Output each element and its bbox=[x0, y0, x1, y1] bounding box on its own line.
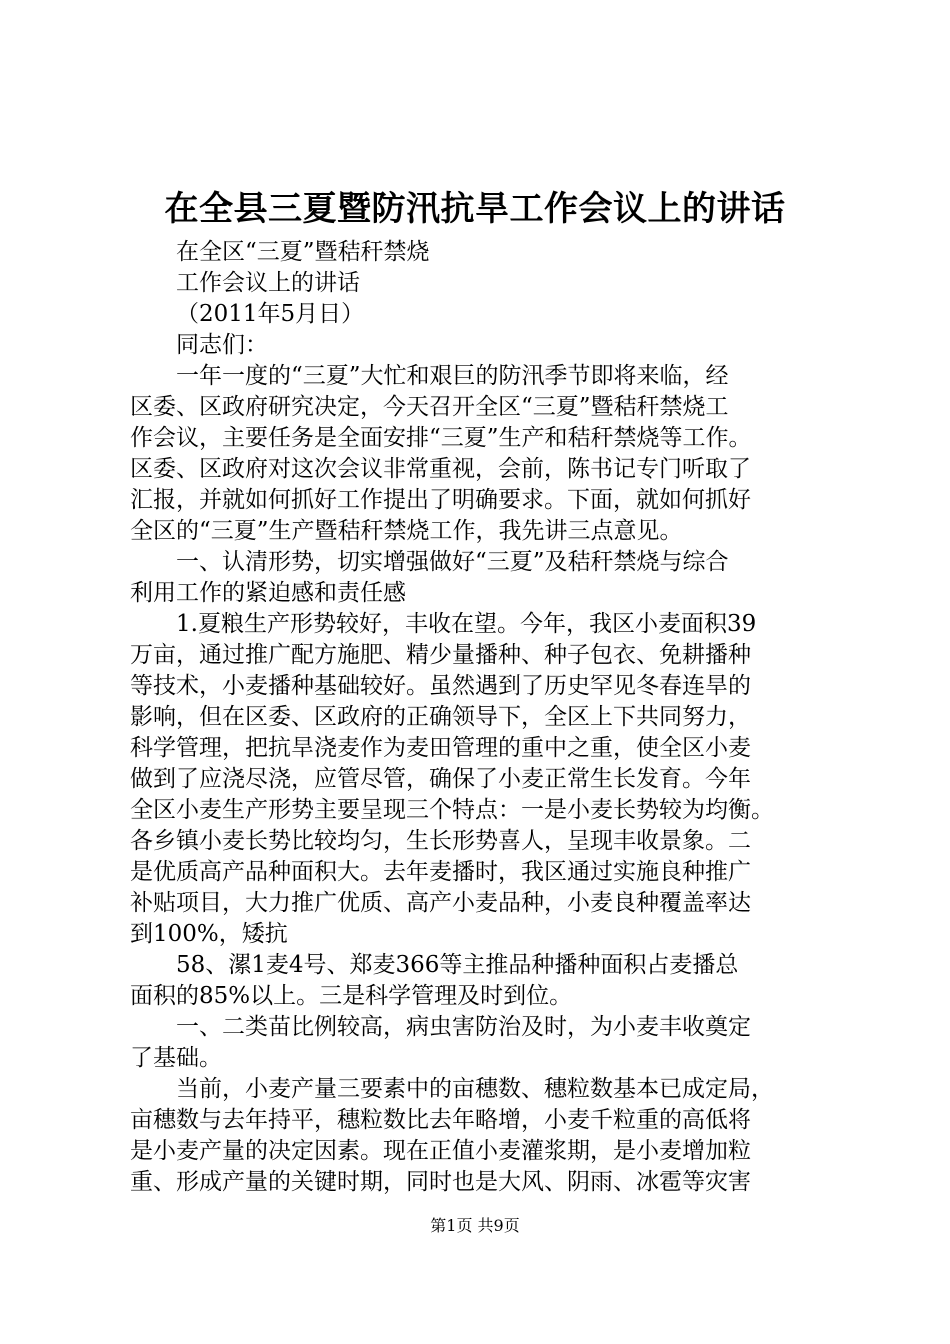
body-line: 等技术，小麦播种基础较好。虽然遇到了历史罕见冬春连旱的 bbox=[130, 673, 751, 699]
body-line: 全区小麦生产形势主要呈现三个特点：一是小麦长势较为均衡。 bbox=[130, 797, 774, 823]
body-line: 区委、区政府对这次会议非常重视，会前，陈书记专门听取了 bbox=[130, 456, 751, 482]
body-line: 了基础。 bbox=[130, 1045, 222, 1071]
document-title: 在全县三夏暨防汛抗旱工作会议上的讲话 bbox=[164, 189, 786, 229]
body-line: 一年一度的“三夏”大忙和艰巨的防汛季节即将来临，经 bbox=[176, 363, 729, 389]
body-line: 同志们： bbox=[176, 332, 268, 358]
body-line: （2011年5月日） bbox=[176, 301, 365, 327]
body-line: 一、认清形势，切实增强做好“三夏”及秸秆禁烧与综合 bbox=[176, 549, 729, 575]
body-line: 万亩，通过推广配方施肥、精少量播种、种子包衣、免耕播种 bbox=[130, 642, 751, 668]
page-footer: 第1页 共9页 bbox=[430, 1216, 520, 1235]
body-line: 科学管理，把抗旱浇麦作为麦田管理的重中之重，使全区小麦 bbox=[130, 735, 751, 761]
body-line: 汇报，并就如何抓好工作提出了明确要求。下面，就如何抓好 bbox=[130, 487, 751, 513]
body-line: 做到了应浇尽浇，应管尽管，确保了小麦正常生长发育。今年 bbox=[130, 766, 751, 792]
body-line: 面积的85%以上。三是科学管理及时到位。 bbox=[130, 983, 573, 1009]
body-line: 补贴项目，大力推广优质、高产小麦品种，小麦良种覆盖率达 bbox=[130, 890, 751, 916]
body-line: 一、二类苗比例较高，病虫害防治及时，为小麦丰收奠定 bbox=[176, 1014, 751, 1040]
document-body bbox=[130, 237, 830, 1198]
body-line: 58、漯1麦4号、郑麦366等主推品种播种面积占麦播总 bbox=[176, 952, 739, 978]
body-line: 作会议，主要任务是全面安排“三夏”生产和秸秆禁烧等工作。 bbox=[130, 425, 752, 451]
body-line: 利用工作的紧迫感和责任感 bbox=[130, 580, 406, 606]
body-line: 亩穗数与去年持平，穗粒数比去年略增，小麦千粒重的高低将 bbox=[130, 1107, 751, 1133]
body-line: 各乡镇小麦长势比较均匀，生长形势喜人，呈现丰收景象。二 bbox=[130, 828, 751, 854]
body-line: 是小麦产量的决定因素。现在正值小麦灌浆期，是小麦增加粒 bbox=[130, 1138, 751, 1164]
body-line: 当前，小麦产量三要素中的亩穗数、穗粒数基本已成定局， bbox=[176, 1076, 774, 1102]
body-line: 1.夏粮生产形势较好，丰收在望。今年，我区小麦面积39 bbox=[176, 611, 757, 637]
body-line: 到100%，矮抗 bbox=[130, 921, 288, 947]
body-line: 全区的“三夏”生产暨秸秆禁烧工作，我先讲三点意见。 bbox=[130, 518, 683, 544]
body-line: 是优质高产品种面积大。去年麦播时，我区通过实施良种推广 bbox=[130, 859, 751, 885]
body-line: 在全区“三夏”暨秸秆禁烧 bbox=[176, 239, 430, 265]
body-line: 重、形成产量的关键时期，同时也是大风、阴雨、冰雹等灾害 bbox=[130, 1169, 751, 1195]
body-line: 区委、区政府研究决定，今天召开全区“三夏”暨秸秆禁烧工 bbox=[130, 394, 729, 420]
body-line: 影响，但在区委、区政府的正确领导下，全区上下共同努力， bbox=[130, 704, 751, 730]
body-line: 工作会议上的讲话 bbox=[176, 270, 360, 296]
